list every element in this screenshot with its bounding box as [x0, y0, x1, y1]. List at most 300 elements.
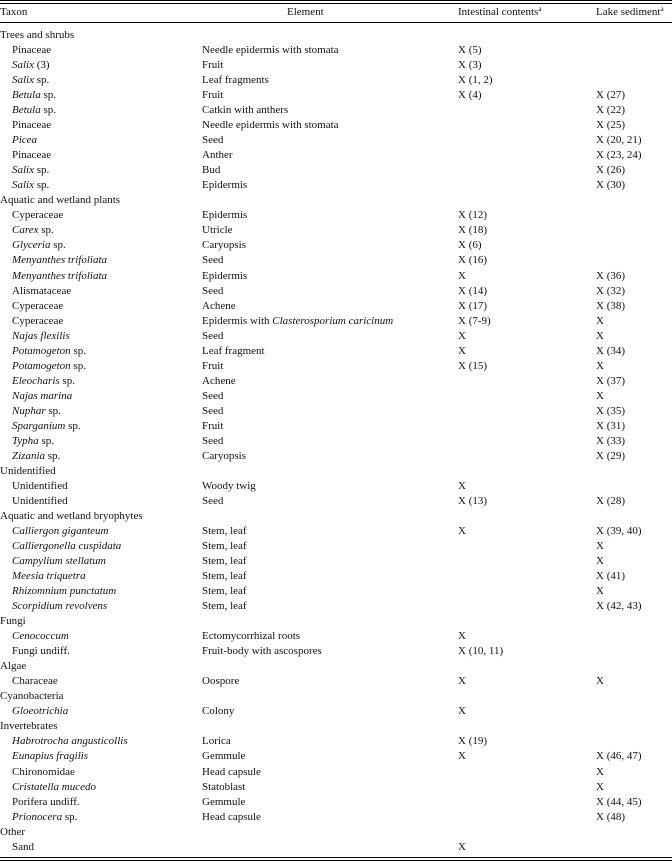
- taxon-name: Porifera undiff.: [12, 795, 80, 808]
- table-row: [0, 88, 672, 103]
- taxon-cell: [12, 674, 58, 689]
- table-row: [0, 419, 672, 434]
- group-heading-row: [0, 28, 672, 43]
- element-text: Stem, leaf: [202, 540, 247, 552]
- element-cell: [202, 374, 236, 389]
- header-lake-footnote: a: [660, 5, 664, 13]
- taxon-name: Cyperaceae: [12, 209, 64, 222]
- taxon-name: Salix: [12, 74, 34, 87]
- taxon-cell: [12, 58, 50, 73]
- table-row: [0, 644, 672, 659]
- element-cell: [202, 765, 261, 780]
- element-cell: [202, 734, 231, 749]
- element-text: Colony: [202, 705, 235, 718]
- table-row: [0, 284, 672, 299]
- taxon-cell: [12, 329, 70, 344]
- taxon-cell: [12, 404, 61, 419]
- table-row: [0, 269, 672, 284]
- element-text: Stem, leaf: [202, 525, 247, 537]
- taxon-suffix: sp.: [38, 224, 54, 237]
- element-cell: [202, 329, 223, 344]
- taxon-suffix: sp.: [38, 434, 54, 447]
- element-text: Epidermis: [202, 179, 248, 192]
- group-heading: Fungi: [0, 615, 26, 628]
- taxon-cell: [12, 795, 80, 810]
- taxon-suffix: sp.: [34, 179, 50, 192]
- element-cell: [202, 118, 339, 133]
- element-text: Stem, leaf: [202, 585, 247, 598]
- taxon-cell: [12, 419, 81, 434]
- table-row: [0, 178, 672, 193]
- lake-cell: X (27): [596, 89, 626, 102]
- taxon-suffix: sp.: [70, 359, 86, 372]
- lake-cell: X: [596, 389, 604, 402]
- lake-cell: X (22): [596, 104, 626, 117]
- taxon-suffix: sp.: [70, 344, 86, 357]
- table-row: [0, 389, 672, 404]
- lake-cell: X: [596, 314, 604, 327]
- intestinal-cell: X (7-9): [458, 314, 491, 327]
- group-heading: Algae: [0, 660, 27, 673]
- table-row: [0, 524, 672, 539]
- taxon-name: Pinaceae: [12, 149, 52, 162]
- element-text: Stem, leaf: [202, 570, 247, 583]
- element-cell: [202, 163, 220, 178]
- taxon-name: Campylium stellatum: [12, 555, 106, 567]
- table-top-rule: [0, 0, 672, 4]
- intestinal-cell: X (13): [458, 494, 488, 507]
- intestinal-cell: X: [458, 344, 466, 357]
- header-rule: [0, 22, 672, 23]
- taxon-suffix: sp.: [40, 89, 56, 102]
- group-heading-row: [0, 614, 672, 629]
- taxon-name: Betula: [12, 89, 41, 102]
- element-cell: [202, 133, 223, 148]
- table-row: [0, 749, 672, 764]
- element-text: Fruit: [202, 59, 224, 72]
- table-row: [0, 374, 672, 389]
- element-text: Epidermis: [202, 209, 248, 222]
- element-text: Fruit: [202, 419, 224, 432]
- element-cell: [202, 208, 247, 223]
- element-text: Statoblast: [202, 780, 246, 793]
- table-bottom-rule: [0, 857, 672, 861]
- table-row: [0, 780, 672, 795]
- lake-cell: X (34): [596, 344, 626, 357]
- group-heading: Unidentified: [0, 464, 56, 477]
- taxon-name: Carex: [12, 224, 39, 237]
- taxon-cell: [12, 434, 54, 449]
- lake-cell: X (33): [596, 434, 626, 447]
- header-lake: [596, 5, 664, 20]
- taxon-name: Nuphar: [12, 404, 46, 417]
- table-row: [0, 359, 672, 374]
- table-row: [0, 238, 672, 253]
- taxon-cell: [12, 569, 86, 584]
- taxon-cell: [12, 374, 75, 389]
- lake-cell: X: [596, 675, 604, 688]
- taxon-name: Salix: [12, 179, 34, 192]
- taxon-cell: [12, 344, 86, 359]
- element-text: Gemmule: [202, 795, 246, 808]
- taxon-name: Salix: [12, 59, 34, 72]
- element-text: Seed: [202, 329, 224, 342]
- element-text: Seed: [202, 284, 224, 297]
- lake-cell: X (29): [596, 449, 626, 462]
- lake-cell: X (37): [596, 374, 626, 387]
- element-cell: [202, 238, 246, 253]
- element-text: Achene: [202, 299, 236, 312]
- taxon-name: Najas flexilis: [12, 329, 70, 342]
- taxon-name: Eunapius fragilis: [12, 750, 89, 763]
- taxon-cell: [12, 208, 63, 223]
- group-heading-row: [0, 689, 672, 704]
- taxon-name: Najas marina: [12, 389, 73, 402]
- table-row: [0, 539, 672, 554]
- taxon-name: Habrotrocha angusticollis: [12, 735, 128, 748]
- taxon-suffix: sp.: [62, 810, 78, 823]
- element-cell: [202, 494, 223, 509]
- element-text: Caryopsis: [202, 449, 246, 462]
- table-row: [0, 674, 672, 689]
- table-row: [0, 840, 672, 855]
- intestinal-cell: X (6): [458, 239, 482, 252]
- lake-cell: X (39, 40): [596, 525, 642, 537]
- taxon-suffix: sp.: [34, 164, 50, 177]
- taxon-suffix: sp.: [65, 419, 81, 432]
- element-cell: [202, 449, 246, 464]
- lake-cell: X (20, 21): [596, 134, 642, 147]
- taxon-cell: [12, 253, 107, 268]
- taxon-cell: [12, 599, 107, 614]
- taxon-cell: [12, 133, 37, 148]
- group-heading: Trees and shrubs: [0, 29, 75, 41]
- element-text: Seed: [202, 404, 224, 417]
- taxon-name: Scorpidium revolvens: [12, 600, 108, 613]
- taxon-name: Betula: [12, 104, 41, 117]
- element-cell: [202, 524, 247, 539]
- table-row: [0, 43, 672, 58]
- element-text: Epidermis with: [202, 314, 273, 327]
- taxon-name: Menyanthes trifoliata: [12, 269, 108, 282]
- taxon-suffix: sp.: [50, 239, 66, 252]
- taxon-name: Calliergon giganteum: [12, 525, 109, 537]
- taxon-name: Cristatella mucedo: [12, 780, 97, 793]
- intestinal-cell: X (10, 11): [458, 645, 504, 658]
- element-text: Achene: [202, 374, 236, 387]
- header-intestinal-label: Intestinal contents: [458, 6, 539, 18]
- element-cell: [202, 223, 233, 238]
- taxon-cell: [12, 840, 34, 855]
- intestinal-cell: X (14): [458, 284, 488, 297]
- taxon-cell: [12, 118, 51, 133]
- lake-cell: X (23, 24): [596, 149, 642, 162]
- element-cell: [202, 73, 269, 88]
- element-text: Utricle: [202, 224, 233, 237]
- taxon-name: Rhizomnium punctatum: [12, 585, 117, 598]
- element-cell: [202, 359, 223, 374]
- element-cell: [202, 629, 300, 644]
- group-heading: Cyanobacteria: [0, 690, 64, 703]
- intestinal-cell: X (3): [458, 59, 482, 72]
- taxon-name: Characeae: [12, 675, 58, 688]
- taxon-cell: [12, 524, 108, 539]
- lake-cell: X (46, 47): [596, 750, 642, 763]
- element-cell: [202, 554, 247, 569]
- element-text: Seed: [202, 254, 224, 267]
- element-text: Epidermis: [202, 269, 248, 282]
- table-header-row: [0, 5, 672, 20]
- element-text: Needle epidermis with stomata: [202, 44, 339, 56]
- taxon-suffix: sp.: [45, 449, 61, 462]
- element-cell: [202, 299, 236, 314]
- intestinal-cell: X (18): [458, 224, 488, 237]
- table-row: [0, 554, 672, 569]
- intestinal-cell: X (17): [458, 299, 488, 312]
- element-cell: [202, 644, 322, 659]
- taxon-name: Sand: [12, 840, 34, 853]
- element-text: Catkin with anthers: [202, 104, 289, 117]
- intestinal-cell: X: [458, 479, 466, 492]
- group-heading: Aquatic and wetland bryophytes: [0, 510, 143, 522]
- element-text: Seed: [202, 134, 224, 147]
- header-taxon: Taxon: [0, 6, 28, 18]
- taxon-cell: [12, 73, 49, 88]
- table-row: [0, 118, 672, 133]
- element-text: Oospore: [202, 675, 240, 688]
- header-lake-label: Lake sediment: [596, 6, 661, 18]
- group-heading: Aquatic and wetland plants: [0, 194, 121, 207]
- taxon-cell: [12, 299, 63, 314]
- taxon-name: Pinaceae: [12, 119, 52, 132]
- intestinal-cell: X: [458, 525, 466, 537]
- taxon-name: Unidentified: [12, 479, 68, 492]
- lake-cell: X: [596, 780, 604, 793]
- table-row: [0, 299, 672, 314]
- table-row: [0, 208, 672, 223]
- table-row: [0, 73, 672, 88]
- taxon-cell: [12, 359, 86, 374]
- taxon-name: Menyanthes trifoliata: [12, 254, 108, 267]
- taxon-cell: [12, 554, 106, 569]
- table-row: [0, 795, 672, 810]
- element-cell: [202, 810, 261, 825]
- taxon-name: Prionocera: [12, 810, 63, 823]
- taxon-name: Eleocharis: [12, 374, 60, 387]
- lake-cell: X (42, 43): [596, 600, 642, 613]
- element-cell: [202, 479, 256, 494]
- table-row: [0, 253, 672, 268]
- taxon-suffix: sp.: [45, 404, 61, 417]
- group-heading-row: [0, 719, 672, 734]
- table-row: [0, 599, 672, 614]
- element-text: Caryopsis: [202, 239, 246, 252]
- taxon-cell: [12, 314, 63, 329]
- element-text: Anther: [202, 149, 233, 162]
- element-cell: [202, 269, 247, 284]
- element-text: Leaf fragments: [202, 74, 269, 87]
- table-row: [0, 569, 672, 584]
- table-row: [0, 344, 672, 359]
- lake-cell: X (32): [596, 284, 626, 297]
- taxon-cell: [12, 88, 56, 103]
- taxon-name: Sparganium: [12, 419, 66, 432]
- header-intestinal: [458, 5, 541, 20]
- table-row: [0, 734, 672, 749]
- table-row: [0, 449, 672, 464]
- taxon-name: Calliergonella cuspidata: [12, 540, 122, 552]
- taxon-name: Fungi undiff.: [12, 645, 70, 658]
- table-row: [0, 479, 672, 494]
- taxon-cell: [12, 148, 51, 163]
- element-text: Lorica: [202, 735, 231, 748]
- taxon-name: Salix: [12, 164, 34, 177]
- element-species: Clasterosporium caricinum: [272, 314, 394, 327]
- element-cell: [202, 704, 234, 719]
- element-cell: [202, 389, 223, 404]
- group-heading: Invertebrates: [0, 720, 58, 733]
- element-cell: [202, 419, 223, 434]
- lake-cell: X: [596, 585, 604, 598]
- taxon-name: Potamogeton: [12, 344, 71, 357]
- table-row: [0, 629, 672, 644]
- taxon-cell: [12, 103, 56, 118]
- table-row: [0, 765, 672, 780]
- lake-cell: X: [596, 359, 604, 372]
- element-text: Gemmule: [202, 750, 246, 763]
- taxon-name: Unidentified: [12, 494, 68, 507]
- taxon-name: Picea: [12, 134, 38, 147]
- taxon-cell: [12, 704, 68, 719]
- taxon-cell: [12, 479, 68, 494]
- element-text: Stem, leaf: [202, 600, 247, 613]
- element-cell: [202, 780, 245, 795]
- table-row: [0, 223, 672, 238]
- element-cell: [202, 284, 223, 299]
- lake-cell: X (26): [596, 164, 626, 177]
- element-text: Seed: [202, 434, 224, 447]
- lake-cell: X (30): [596, 179, 626, 192]
- group-heading-row: [0, 509, 672, 524]
- element-text: Stem, leaf: [202, 555, 247, 567]
- table-row: [0, 404, 672, 419]
- element-text: Woody twig: [202, 479, 256, 492]
- element-text: Bud: [202, 164, 221, 177]
- element-text: Leaf fragment: [202, 344, 265, 357]
- intestinal-cell: X: [458, 630, 466, 643]
- intestinal-cell: X (1, 2): [458, 74, 493, 87]
- lake-cell: X (31): [596, 419, 626, 432]
- taxon-cell: [12, 780, 96, 795]
- group-heading-row: [0, 659, 672, 674]
- lake-cell: X (44, 45): [596, 795, 642, 808]
- element-cell: [202, 253, 223, 268]
- taxon-name: Chironomidae: [12, 765, 75, 778]
- taxon-name: Alismataceae: [12, 284, 72, 297]
- table-row: [0, 810, 672, 825]
- intestinal-cell: X: [458, 675, 466, 688]
- element-text: Fruit: [202, 359, 224, 372]
- taxon-name: Cyperaceae: [12, 314, 64, 327]
- element-cell: [202, 88, 223, 103]
- taxon-name: Typha: [12, 434, 39, 447]
- element-text: Head capsule: [202, 810, 261, 823]
- lake-cell: X (48): [596, 810, 626, 823]
- element-text: Ectomycorrhizal roots: [202, 630, 301, 643]
- taxon-cell: [12, 629, 69, 644]
- table-row: [0, 494, 672, 509]
- taxon-name: Potamogeton: [12, 359, 71, 372]
- taxon-name: Pinaceae: [12, 44, 52, 56]
- lake-cell: X: [596, 329, 604, 342]
- intestinal-cell: X: [458, 329, 466, 342]
- group-heading: Other: [0, 825, 26, 838]
- taxon-cell: [12, 584, 116, 599]
- lake-cell: X (28): [596, 494, 626, 507]
- taxon-suffix: sp.: [59, 374, 75, 387]
- intestinal-cell: X: [458, 705, 466, 718]
- element-cell: [202, 103, 288, 118]
- element-cell: [202, 178, 247, 193]
- element-cell: [202, 344, 265, 359]
- taxon-name: Cenococcum: [12, 630, 69, 643]
- table-row: [0, 704, 672, 719]
- taxon-suffix: (3): [34, 59, 50, 72]
- taxon-cell: [12, 238, 66, 253]
- taxon-cell: [12, 284, 71, 299]
- lake-cell: X (38): [596, 299, 626, 312]
- taxon-cell: [12, 449, 60, 464]
- table-row: [0, 314, 672, 329]
- taxon-name: Glyceria: [12, 239, 51, 252]
- table-row: [0, 58, 672, 73]
- header-intestinal-footnote: a: [538, 5, 542, 13]
- taxon-cell: [12, 494, 68, 509]
- element-cell: [202, 404, 223, 419]
- table-row: [0, 103, 672, 118]
- taxon-name: Zizania: [12, 449, 46, 462]
- element-text: Fruit-body with ascospores: [202, 645, 322, 658]
- intestinal-cell: X (5): [458, 44, 482, 56]
- table-row: [0, 329, 672, 344]
- intestinal-cell: X (16): [458, 254, 488, 267]
- group-heading-row: [0, 825, 672, 840]
- element-text: Seed: [202, 389, 224, 402]
- element-cell: [202, 599, 247, 614]
- taxon-cell: [12, 43, 51, 58]
- element-cell: [202, 584, 247, 599]
- intestinal-cell: X: [458, 269, 466, 282]
- element-cell: [202, 314, 393, 329]
- taxon-cell: [12, 749, 88, 764]
- taxon-cell: [12, 734, 128, 749]
- lake-cell: X: [596, 765, 604, 778]
- table-row: [0, 434, 672, 449]
- intestinal-cell: X (4): [458, 89, 482, 102]
- taxon-suffix: sp.: [34, 74, 50, 87]
- element-cell: [202, 539, 247, 554]
- taxon-suffix: sp.: [40, 104, 56, 117]
- header-element: Element: [287, 6, 324, 18]
- element-text: Seed: [202, 494, 224, 507]
- intestinal-cell: X: [458, 840, 466, 853]
- intestinal-cell: X (12): [458, 209, 488, 222]
- taxon-cell: [12, 765, 75, 780]
- element-cell: [202, 795, 245, 810]
- group-heading-row: [0, 193, 672, 208]
- element-cell: [202, 148, 233, 163]
- table-row: [0, 148, 672, 163]
